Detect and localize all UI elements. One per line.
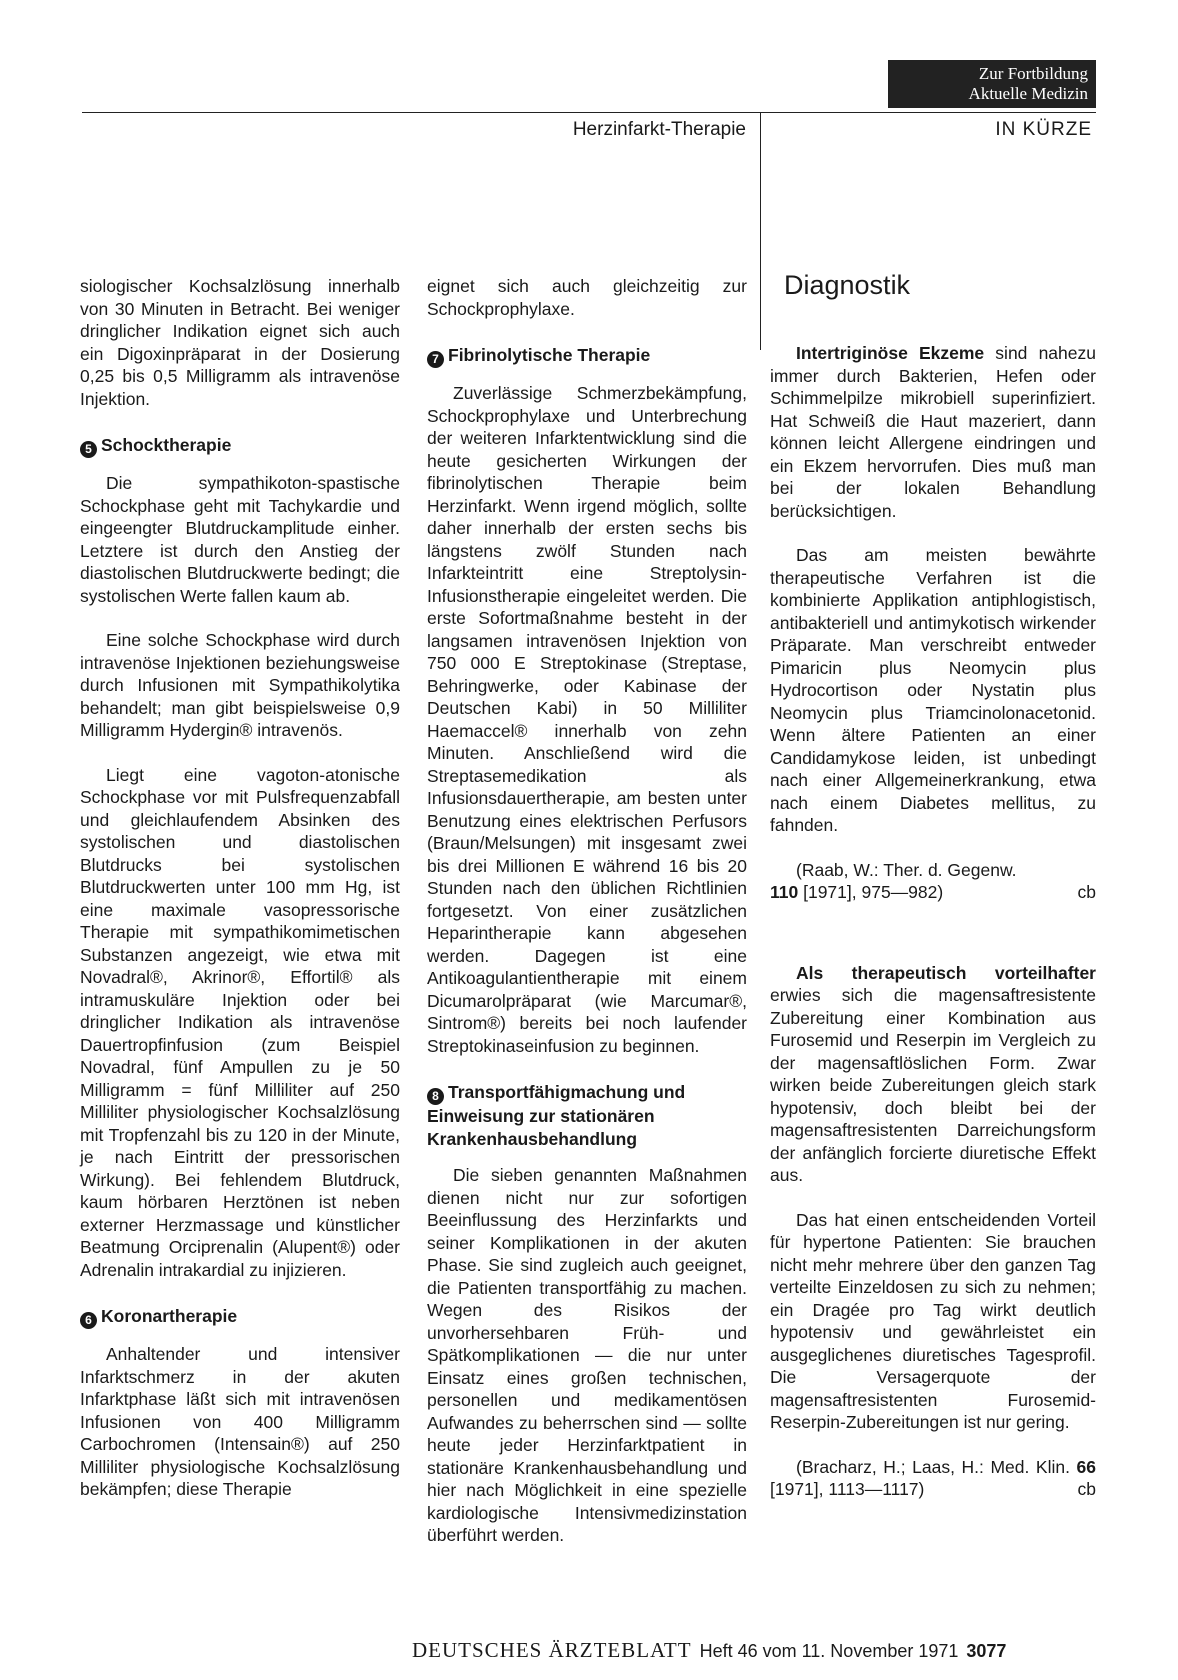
issue-info: Heft 46 vom 11. November 1971 (699, 1641, 959, 1661)
reference-volume: 110 (770, 882, 799, 902)
article-column-2 (427, 275, 747, 1547)
paragraph: Liegt eine vagoton-atonische Schockphase vor mit Pulsfrequenzabfall und gleichlaufendem Absinken des systolischen und diastolischen Blutdrucks bei systolischen Blutdruckwerten unter 100 mm Hg, ist eine maximale vasopressorische Therapie mit sympathikomimetischen Substanzen angezeigt, wie etwa mit Novadral®, Akrinor®, Effortil® als intramuskuläre Injektion oder bei dringlicher Indikation als intravenöse Dauertropfinfusion (zum Beispiel Novadral, fünf Ampullen zu je 50 Milligramm = fünf Milliliter auf 250 Milliliter physiologischer Kochsalzlösung mit Tropfenzahl bis zu 120 in der Minute, je nach Eintritt der pressorischen Wirkung). Bei fehlendem Blutdruck, kaum hörbaren Herztönen ist neben externer Herzmassage und künstlicher Beatmung Orciprenalin (Alupent®) oder Adrenalin intrakardial zu injizieren. (80, 764, 400, 1280)
badge-line-1: Zur Fortbildung (978, 64, 1088, 83)
page-footer (412, 1638, 1092, 1663)
news-item-body: erwies sich die magensaftresistente Zubereitung einer Kombination aus Furosemid und Reserpin im Vergleich zu der magensaftlöslichen Form. Zwar wirken beide Zubereitungen gleich stark hypotensiv, doch bleibt bei der magensaftresistenten Darreichungsform der anfänglich forcierte diuretische Effekt aus. (770, 985, 1096, 1185)
reference (770, 859, 1096, 904)
section-badge (888, 60, 1096, 108)
heading-text: Fibrinolytische Therapie (448, 345, 651, 365)
news-item-lead: Intertriginöse Ekzeme (796, 343, 985, 363)
section-label: IN KÜRZE (995, 119, 1092, 140)
number-badge-icon: 8 (427, 1088, 444, 1105)
reference-volume: 66 (1076, 1456, 1096, 1477)
article-column-1 (80, 275, 400, 1501)
reference-pages: [1971], 975—982) (798, 882, 944, 902)
news-section-title: Diagnostik (784, 270, 911, 300)
number-badge-icon: 5 (80, 441, 97, 458)
reference-text: (Raab, W.: Ther. d. Gegenw. (796, 859, 1017, 880)
reference (770, 1456, 1096, 1501)
header-rule (82, 112, 1096, 113)
section-heading-fibrinolytische-therapie (427, 344, 747, 368)
column-divider (760, 113, 761, 350)
number-badge-icon: 7 (427, 351, 444, 368)
journal-name: DEUTSCHES ÄRZTEBLATT (412, 1638, 692, 1662)
reference-pages: [1971], 1113—1117) (770, 1479, 925, 1499)
author-signature: cb (1077, 1479, 1096, 1499)
paragraph: Die sympathikoton-spastische Schockphase geht mit Tachykardie und eingeengter Blutdruckamplitude einher. Letztere ist durch den Anstieg der diastolischen Blutdruckwerte bedingt; die systolischen Werte fallen kaum ab. (80, 473, 400, 606)
news-column (770, 268, 1096, 1501)
author-signature: cb (1077, 882, 1096, 902)
news-item-body: sind nahezu immer durch Bakterien, Hefen oder Schimmelpilze mikrobiell superinfiziert. Hat Schweiß die Haut mazeriert, dann können leicht Allergene eindringen und ein Ekzem hervorrufen. Dies muß man bei der lokalen Behandlung berücksichtigen. (770, 343, 1096, 521)
badge-line-2: Aktuelle Medizin (968, 84, 1088, 103)
number-badge-icon: 6 (80, 1312, 97, 1329)
section-heading-koronartherapie (80, 1305, 400, 1329)
paragraph: Das am meisten bewährte therapeutische Verfahren ist die kombinierte Applikation antiphlogistisch, antibakteriell und antimykotisch wirkender Präparate. Man verschreibt entweder Pimaricin plus Neomycin plus Hydrocortison oder Nystatin plus Neomycin plus Triamcinolonacetonid. Wenn ältere Patienten an einer Candidamykose leiden, ist unbedingt nach einer Allgemeinerkrankung, etwa nach einem Diabetes mellitus, zu fahnden. (770, 545, 1096, 835)
paragraph: eignet sich auch gleichzeitig zur Schockprophylaxe. (427, 276, 747, 319)
news-item-paragraph (770, 962, 1096, 1187)
paragraph: Eine solche Schockphase wird durch intravenöse Injektionen beziehungsweise durch Infusionen mit Sympathikolytika behandelt; man gibt beispielsweise 0,9 Milligramm Hydergin® intravenös. (80, 630, 400, 740)
paragraph: Das hat einen entscheidenden Vorteil für hypertone Patienten: Sie brauchen nicht mehr mehrere über den ganzen Tag verteilte Einzeldosen zu sich zu nehmen; ein Dragée pro Tag wirkt deutlich hypotensiv und gewährleistet ein ausgeglichenes diuretisches Tagesprofil. Die Versagerquote der magensaftresistenten Furosemid-Reserpin-Zubereitungen ist nur gering. (770, 1209, 1096, 1432)
heading-text: Schocktherapie (101, 435, 232, 455)
paragraph: Zuverlässige Schmerzbekämpfung, Schockprophylaxe und Unterbrechung der weiteren Infarktentwicklung sind die heute gesicherten Wirkungen der fibrinolytischen Therapie beim Herzinfarkt. Wenn irgend möglich, sollte daher innerhalb der ersten sechs bis längstens zwölf Stunden nach Infarkteintritt eine Streptolysin-Infusionstherapie eingeleitet werden. Die erste Sofortmaßnahme besteht in der langsamen intravenösen Injektion von 750 000 E Streptokinase (Streptase, Behringwerke, oder Kabinase der Deutschen Kabi) in 50 Milliliter Haemaccel® innerhalb von zehn Minuten. Anschließend wird die Streptasemedikation als Infusionsdauertherapie, am besten unter Benutzung eines elektrischen Perfusors (Braun/Melsungen) mit insgesamt zwei bis drei Millionen E während 16 bis 20 Stunden nach den üblichen Richtlinien fortgesetzt. Von einer zusätzlichen Heparintherapie kann abgesehen werden. Dagegen ist eine Antikoagulantientherapie mit einem Dicumarolpräparat (wie Marcumar®, Sintrom®) bereits bei noch laufender Streptokinaseinfusion zu beginnen. (427, 383, 747, 1056)
paragraph: Die sieben genannten Maßnahmen dienen nicht nur zur sofortigen Beeinflussung des Herzinfarkts und seiner Komplikationen in der akuten Phase. Sie sind zugleich auch geeignet, die Patienten transportfähig zu machen. Wegen des Risikos der unvorhersehbaren Früh- und Spätkomplikationen — die nur unter Einsatz eines großen technischen, personellen und medikamentösen Aufwandes zu beherrschen sind — sollte heute jeder Herzinfarktpatient in stationäre Krankenhausbehandlung und hier nach Möglichkeit in eine spezielle kardiologische Intensivmedizinstation überführt werden. (427, 1165, 747, 1545)
heading-text: Transportfähigmachung und Einweisung zur stationären Krankenhausbehandlung (427, 1082, 686, 1149)
paragraph: siologischer Kochsalzlösung innerhalb von 30 Minuten in Betracht. Bei weniger dringlicher Indikation eignet sich auch ein Digoxinpräparat in der Dosierung 0,25 bis 0,5 Milligramm als intravenöse Injektion. (80, 276, 400, 409)
news-item-paragraph (770, 342, 1096, 522)
paragraph: Anhaltender und intensiver Infarktschmerz in der akuten Infarktphase läßt sich mit intravenösen Infusionen von 400 Milligramm Carbochromen (Intensain®) auf 250 Milliliter physiologische Kochsalzlösung bekämpfen; diese Therapie (80, 1344, 400, 1499)
news-item-lead: Als therapeutisch vorteilhafter (796, 962, 1096, 983)
section-heading-schocktherapie (80, 434, 400, 458)
reference-text: (Bracharz, H.; Laas, H.: Med. Klin. (796, 1456, 1070, 1477)
running-title: Herzinfarkt-Therapie (572, 119, 746, 140)
heading-text: Koronartherapie (101, 1306, 238, 1326)
page-number: 3077 (966, 1641, 1007, 1661)
section-heading-transportfaehigmachung (427, 1081, 747, 1150)
